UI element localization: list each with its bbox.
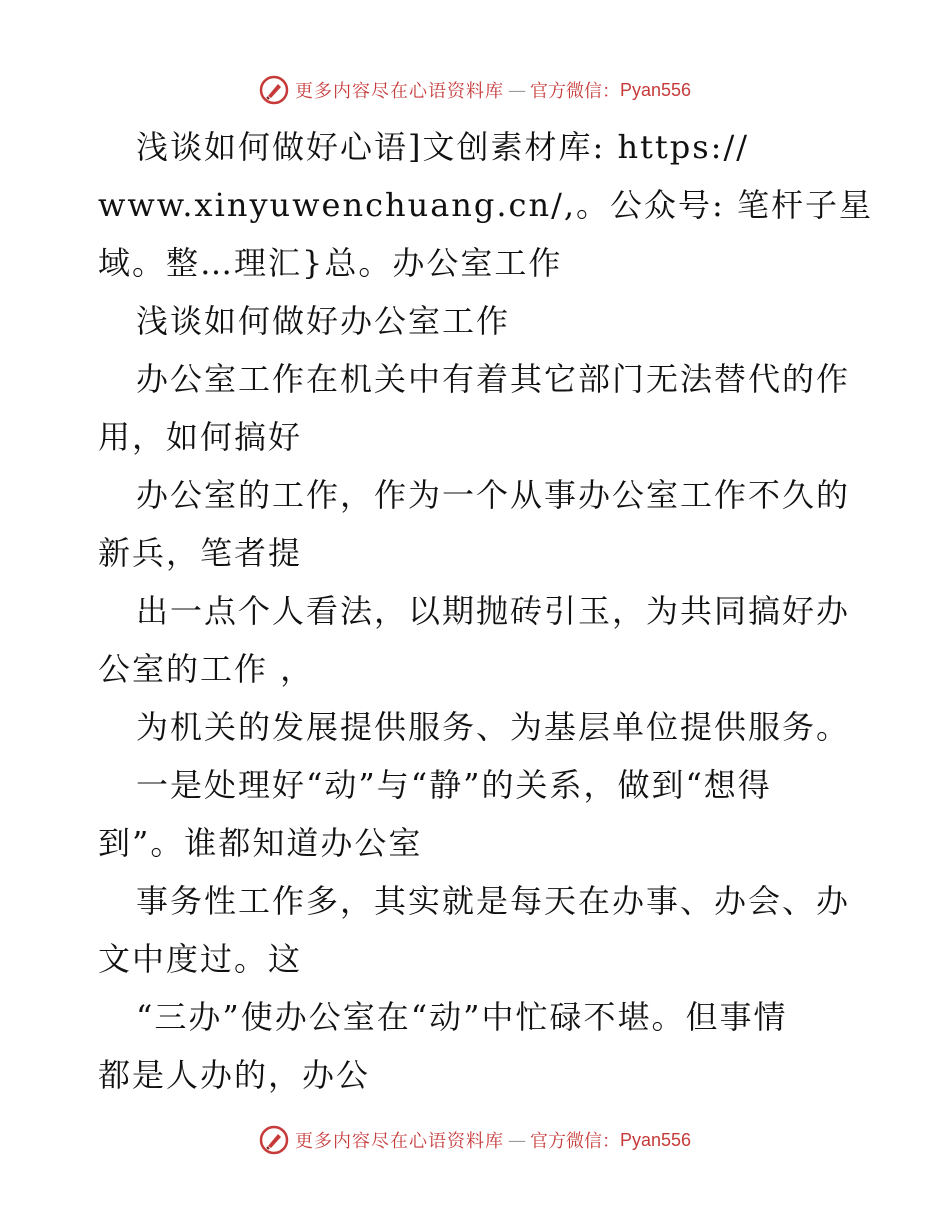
pen-logo-icon: [259, 75, 289, 105]
text-line: 域。整…理汇}总。办公室工作: [98, 244, 563, 282]
banner-wechat-label: 官方微信：: [529, 81, 620, 102]
banner-separator: —: [507, 1129, 526, 1151]
text-line: 用，如何搞好: [98, 418, 303, 456]
footer-banner: [0, 1120, 950, 1160]
text-line: “三办”使办公室在“动”中忙碌不堪。但事情: [136, 998, 788, 1036]
text-line: 公室的工作 ，: [98, 650, 315, 688]
banner-text: 更多内容尽在心语资料库: [294, 1131, 504, 1152]
document-body: [98, 118, 873, 1104]
text-line: 出一点个人看法，以期抛砖引玉，为共同搞好办: [136, 592, 851, 630]
text-line: 新兵，笔者提: [98, 534, 303, 572]
text-line: www.xinyuwenchuang.cn/,。公众号: 笔杆子星: [98, 186, 873, 224]
banner-wechat-id: Pyan556: [619, 79, 692, 100]
text-line: 一是处理好“动”与“静”的关系，做到“想得: [136, 766, 772, 804]
text-line: 都是人办的，办公: [98, 1056, 371, 1094]
banner-wechat-id: Pyan556: [619, 1129, 692, 1150]
text-line: 办公室工作在机关中有着其它部门无法替代的作: [136, 360, 851, 398]
text-line: 办公室的工作，作为一个从事办公室工作不久的: [136, 476, 851, 514]
banner-separator: —: [507, 79, 526, 101]
text-line: 到”。谁都知道办公室: [98, 824, 423, 862]
text-line: 浅谈如何做好心语]文创素材库: https://: [136, 128, 750, 166]
document-title: 浅谈如何做好办公室工作: [136, 302, 511, 340]
banner-text: 更多内容尽在心语资料库: [294, 81, 504, 102]
text-line: 为机关的发展提供服务、为基层单位提供服务。: [136, 708, 851, 746]
text-line: 事务性工作多，其实就是每天在办事、办会、办: [136, 882, 851, 920]
banner-wechat-label: 官方微信：: [529, 1131, 620, 1152]
text-line: 文中度过。这: [98, 940, 303, 978]
header-banner: [0, 70, 950, 110]
pen-logo-icon: [259, 1125, 289, 1155]
